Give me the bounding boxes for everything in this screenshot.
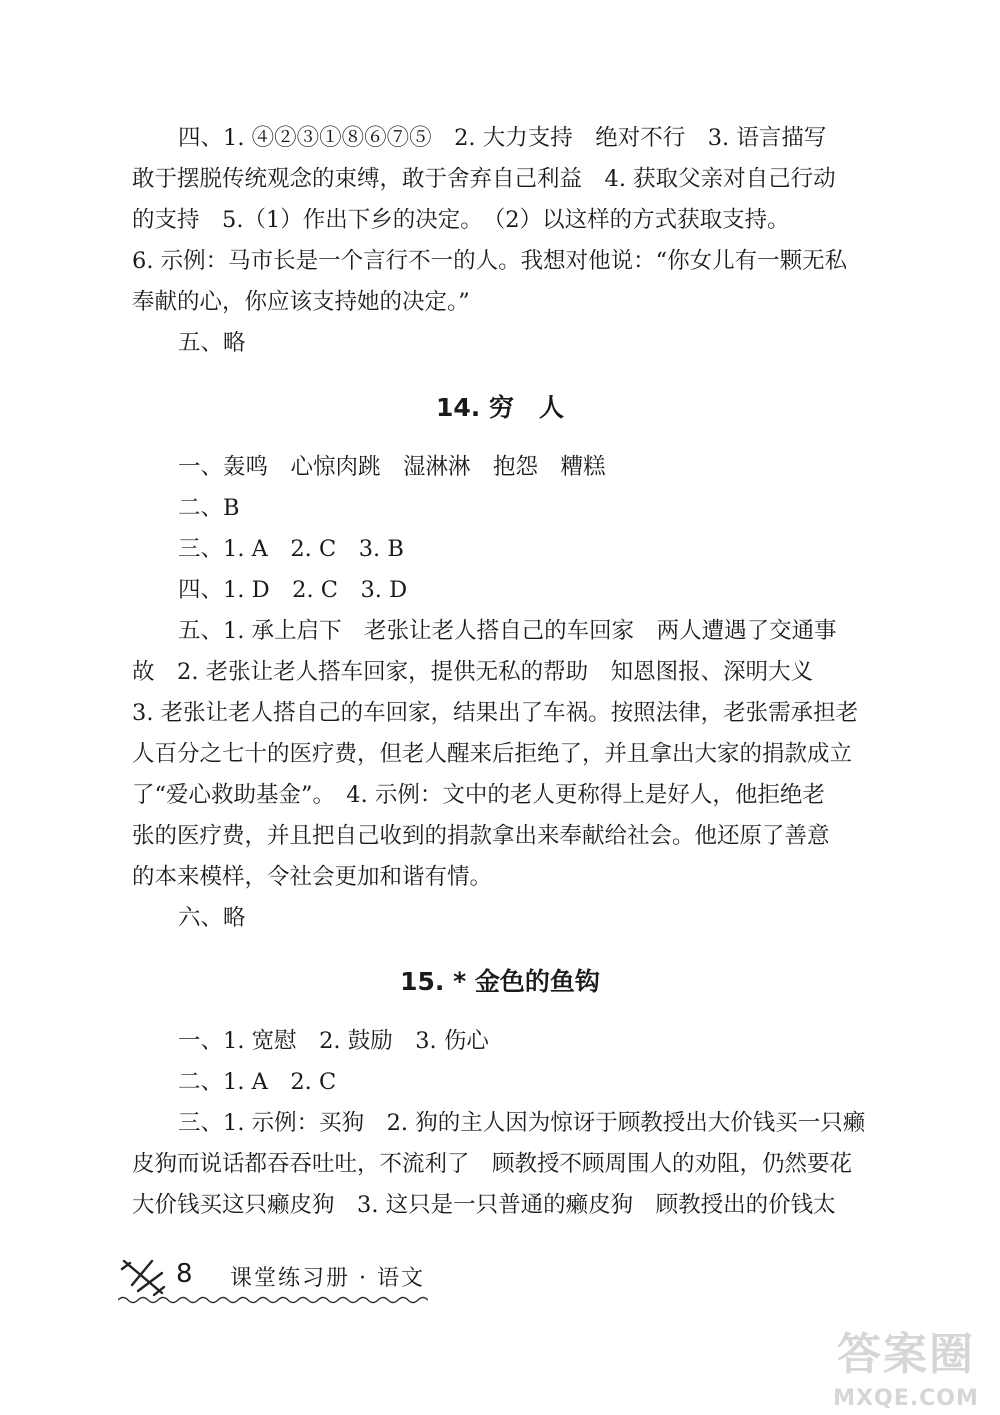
wavy-underline xyxy=(118,1295,428,1305)
answer-line: 五、略 xyxy=(178,330,246,356)
airplane-icon xyxy=(118,1255,170,1299)
book-title: 课堂练习册 · 语文 xyxy=(230,1266,425,1291)
watermark-url: MXQE.COM xyxy=(833,1386,979,1411)
answer-line: 四、1. D 2. C 3. D xyxy=(178,577,408,603)
answer-line: 的支持 5.（1）作出下乡的决定。 （2）以这样的方式获取支持。 xyxy=(132,207,790,233)
answer-line: 故 2. 老张让老人搭车回家，提供无私的帮助 知恩图报、深明大义 xyxy=(132,659,814,685)
answer-line: 了“爱心救助基金”。 4. 示例：文中的老人更称得上是好人，他拒绝老 xyxy=(132,782,825,808)
answer-line: 3. 老张让老人搭自己的车回家，结果出了车祸。按照法律，老张需承担老 xyxy=(132,700,859,726)
answer-line: 一、1. 宽慰 2. 鼓励 3. 伤心 xyxy=(178,1028,489,1054)
watermark xyxy=(826,1318,986,1411)
answer-line: 的本来模样，令社会更加和谐有情。 xyxy=(132,864,493,890)
answer-line: 张的医疗费，并且把自己收到的捐款拿出来奉献给社会。他还原了善意 xyxy=(132,823,830,849)
answer-line: 敢于摆脱传统观念的束缚，敢于舍弃自己利益 4. 获取父亲对自己行动 xyxy=(132,166,836,192)
lesson-title-14: 14. 穷 人 xyxy=(436,393,564,422)
answer-line: 四、1. ④②③①⑧⑥⑦⑤ 2. 大力支持 绝对不行 3. 语言描写 xyxy=(178,125,827,151)
answer-line: 6. 示例：马市长是一个言行不一的人。我想对他说：“你女儿有一颗无私 xyxy=(132,248,848,274)
answer-line: 六、略 xyxy=(178,905,246,931)
answer-line: 人百分之七十的医疗费，但老人醒来后拒绝了，并且拿出大家的捐款成立 xyxy=(132,741,853,767)
answer-line: 三、1. 示例：买狗 2. 狗的主人因为惊讶于顾教授出大价钱买一只癞 xyxy=(178,1110,866,1136)
answer-block-15 xyxy=(132,1021,868,1226)
page-number: 8 xyxy=(176,1259,193,1289)
answer-line: 二、1. A 2. C xyxy=(178,1069,337,1095)
answer-line: 二、B xyxy=(178,495,240,521)
answer-line: 一、轰鸣 心惊肉跳 湿淋淋 抱怨 糟糕 xyxy=(178,454,606,480)
answer-line: 奉献的心，你应该支持她的决定。” xyxy=(132,289,470,315)
watermark-logo: 答案圈 xyxy=(837,1329,975,1380)
answer-line: 大价钱买这只癞皮狗 3. 这只是一只普通的癞皮狗 顾教授出的价钱太 xyxy=(132,1192,836,1218)
answer-block-13 xyxy=(132,118,868,323)
answer-wu-13 xyxy=(132,323,868,364)
answer-block-14 xyxy=(132,447,868,939)
answer-line: 五、1. 承上启下 老张让老人搭自己的车回家 两人遭遇了交通事 xyxy=(178,618,837,644)
answer-line: 三、1. A 2. C 3. B xyxy=(178,536,404,562)
answer-line: 皮狗而说话都吞吞吐吐，不流利了 顾教授不顾周围人的劝阻，仍然要花 xyxy=(132,1151,853,1177)
lesson-title-15: 15. * 金色的鱼钩 xyxy=(400,967,600,996)
page-footer xyxy=(118,1255,428,1305)
